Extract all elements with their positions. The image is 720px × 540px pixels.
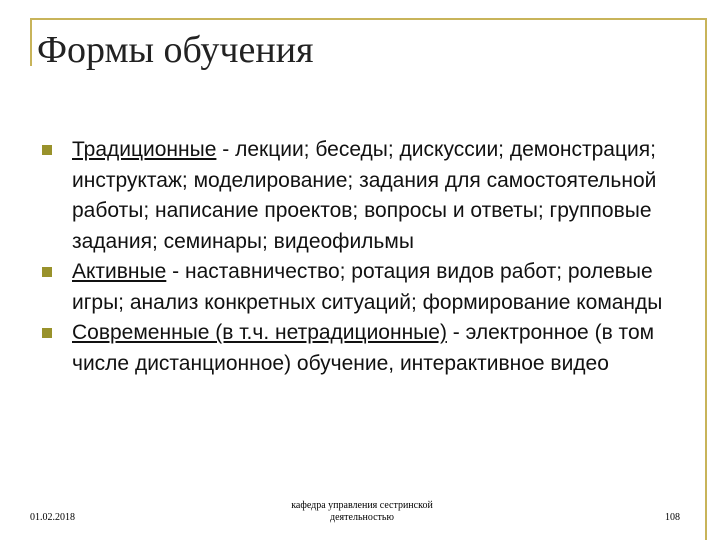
square-bullet-icon xyxy=(42,328,52,338)
list-item-active xyxy=(40,257,680,318)
frame-right-line xyxy=(705,18,707,540)
item-text: - электронное (в том числе дистанционное) обучение, интерактивное видео xyxy=(72,321,655,375)
footer-department xyxy=(262,500,462,524)
square-bullet-icon xyxy=(42,145,52,155)
list-item-traditional xyxy=(40,135,680,257)
footer-page-number: 108 xyxy=(665,512,680,523)
item-text: - лекции; беседы; дискуссии; демонстрация; инструктаж; моделирование; задания для самостоятельной работы; написание проектов; вопросы и ответы; групповые задания; семинары; видеофильмы xyxy=(72,138,657,253)
square-bullet-icon xyxy=(42,267,52,277)
item-term: Активные xyxy=(72,260,167,283)
footer-department-line1: кафедра управления сестринской xyxy=(291,500,433,511)
item-term: Современные (в т.ч. нетрадиционные) xyxy=(72,321,447,344)
slide-title: Формы обучения xyxy=(37,29,314,71)
footer-department-line2: деятельностью xyxy=(330,512,394,523)
list-item-modern xyxy=(40,318,680,379)
item-text: - наставничество; ротация видов работ; ролевые игры; анализ конкретных ситуаций; формирование команды xyxy=(72,260,663,314)
bullet-list xyxy=(40,135,680,379)
item-term: Традиционные xyxy=(72,138,217,161)
frame-left-line xyxy=(30,18,32,66)
footer-date: 01.02.2018 xyxy=(30,512,75,523)
frame-top-line xyxy=(30,18,707,20)
